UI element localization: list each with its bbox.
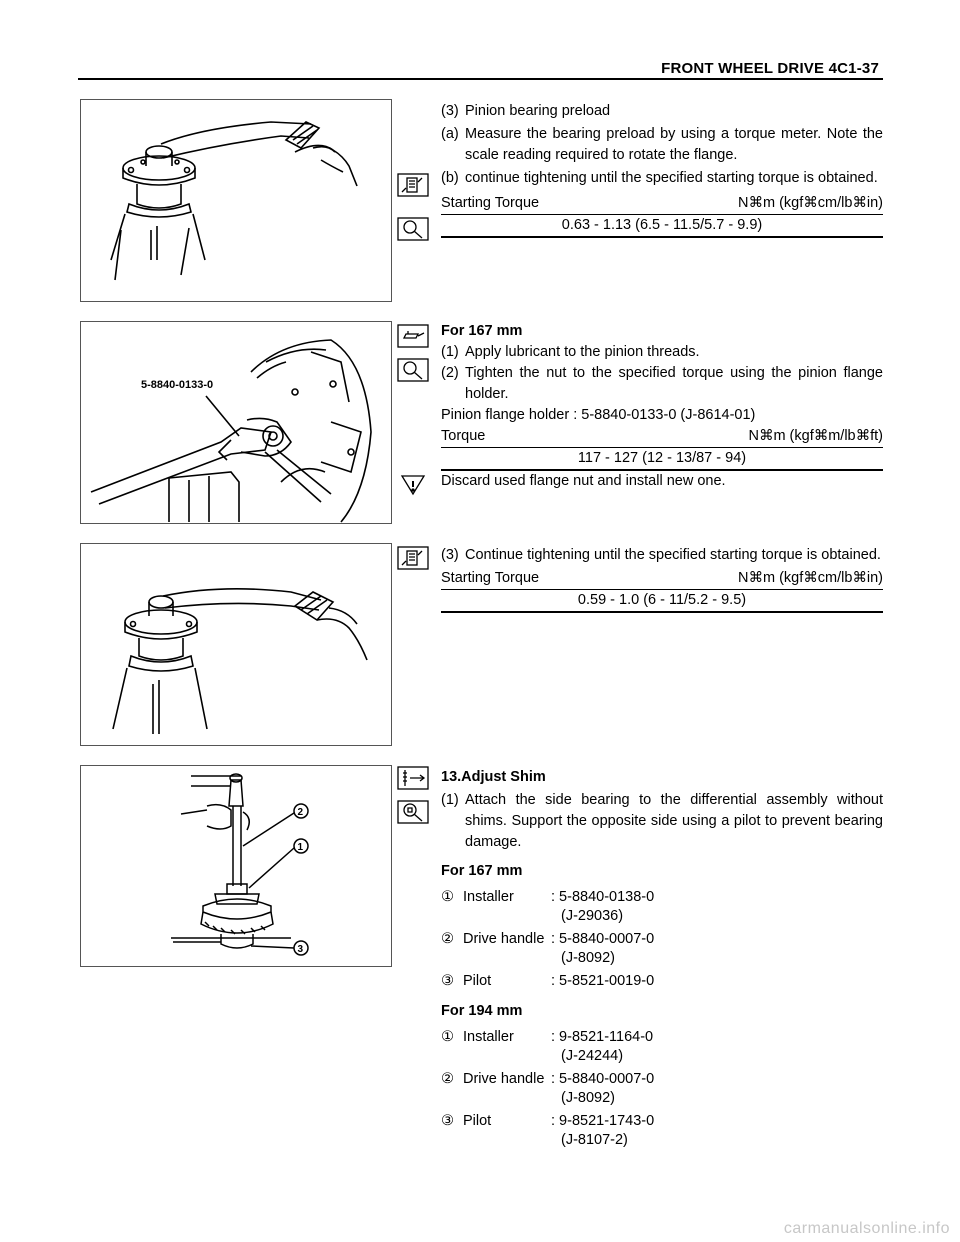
spec-unit: N⌘m (kgf⌘cm/lb⌘in)	[737, 570, 883, 586]
inspect-icon	[396, 216, 430, 242]
caution-text: Discard used flange nut and install new one.	[441, 473, 726, 489]
section-heading: 13.Adjust Shim	[441, 769, 546, 785]
tool-row: ③ Pilot : 9-8521-1743-0 (J-8107-2)	[441, 1113, 655, 1148]
group-heading-194: For 194 mm	[441, 1003, 523, 1019]
spec-label: Torque	[441, 428, 486, 444]
install-icon	[396, 799, 430, 825]
step-b: (b) continue tightening until the specified starting torque is obtained.	[441, 170, 878, 186]
adjust-shim-icon	[396, 765, 430, 791]
spec-header	[441, 426, 883, 448]
spec-value: 0.59 - 1.0 (6 - 11/5.2 - 9.5)	[441, 590, 883, 613]
step-1: (1) Attach the side bearing to the differential assembly without shims. Support the opposite side using a pilot to prevent bearing damage.	[441, 792, 883, 850]
figure-tool-label: 5-8840-0133-0	[141, 379, 214, 391]
callout-label: 2	[297, 807, 304, 818]
inspect-icon	[396, 357, 430, 383]
watermark: carmanualsonline.info	[783, 1220, 950, 1237]
page-header	[78, 60, 883, 80]
figure-side-bearing-installer	[80, 765, 392, 967]
step-3: (3) Continue tightening until the specified starting torque is obtained.	[441, 547, 881, 563]
figure-torque-meter-preload	[80, 99, 392, 302]
section-pinion-nut	[441, 321, 883, 492]
step-a: (a) Measure the bearing preload by using a torque meter. Note the scale reading required to rotate the flange.	[441, 126, 883, 163]
tool-row: ② Drive handle : 5-8840-0007-0 (J-8092)	[441, 931, 655, 966]
section-starting-torque	[441, 545, 883, 613]
figure-pinion-flange-holder	[80, 321, 392, 524]
tool-row: ① Installer : 5-8840-0138-0 (J-29036)	[441, 889, 655, 924]
tighten-icon	[396, 172, 430, 198]
oil-can-icon	[396, 323, 430, 349]
spec-value: 117 - 127 (12 - 13/87 - 94)	[441, 448, 883, 471]
tool-row: ② Drive handle : 5-8840-0007-0 (J-8092)	[441, 1071, 655, 1106]
step-2: (2) Tighten the nut to the specified torque using the pinion flange holder.	[441, 365, 883, 402]
section-pinion-preload	[441, 101, 883, 238]
tool-row: ① Installer : 9-8521-1164-0 (J-24244)	[441, 1029, 654, 1064]
figure-torque-meter-starting	[80, 543, 392, 746]
section-heading: For 167 mm	[441, 323, 523, 339]
spec-label: Starting Torque	[441, 570, 540, 586]
caution-icon	[396, 472, 430, 498]
spec-unit: N⌘m (kgf⌘m/lb⌘ft)	[748, 428, 883, 444]
tool-holder-line: Pinion flange holder : 5-8840-0133-0 (J-8614-01)	[441, 407, 756, 423]
spec-unit: N⌘m (kgf⌘cm/lb⌘in)	[737, 195, 883, 211]
step-heading: (3) Pinion bearing preload	[441, 103, 611, 119]
spec-value: 0.63 - 1.13 (6.5 - 11.5/5.7 - 9.9)	[441, 215, 883, 238]
tighten-icon	[396, 545, 430, 571]
callout-label: 3	[297, 944, 304, 955]
section-adjust-shim	[441, 767, 883, 1154]
spec-header	[441, 193, 883, 215]
spec-label: Starting Torque	[441, 195, 540, 211]
spec-header	[441, 568, 883, 590]
page-title: FRONT WHEEL DRIVE 4C1-37	[661, 60, 879, 77]
group-heading-167: For 167 mm	[441, 863, 523, 879]
callout-label: 1	[297, 842, 304, 853]
tool-row: ③ Pilot : 5-8521-0019-0	[441, 973, 655, 989]
step-1: (1) Apply lubricant to the pinion threads.	[441, 344, 700, 360]
